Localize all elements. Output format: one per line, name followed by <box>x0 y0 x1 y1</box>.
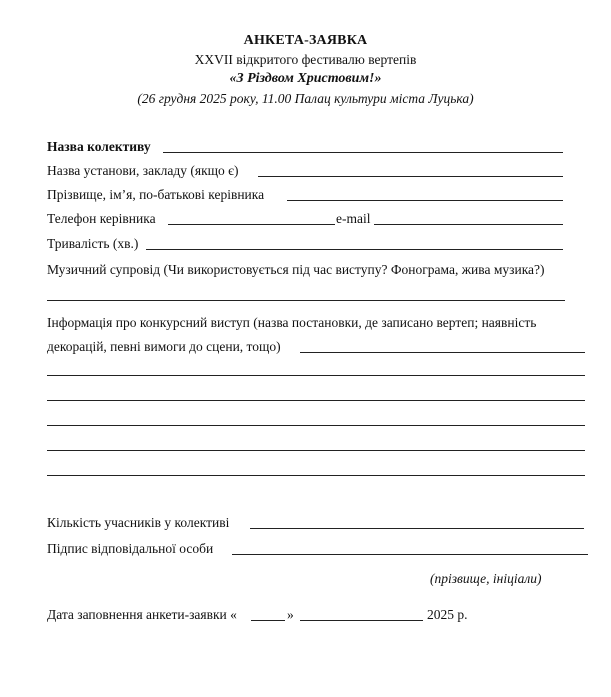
performance-field-line[interactable] <box>47 400 585 401</box>
performance-field-line[interactable] <box>47 450 585 451</box>
signature-label: Підпис відповідальної особи <box>47 541 214 556</box>
music-label: Музичний супровід (Чи використовується під час виступу? Фонограма, жива музика?) <box>47 262 545 277</box>
collective-label: Назва колективу <box>47 139 151 154</box>
performance-field-line[interactable] <box>47 375 585 376</box>
email-label: e-mail <box>336 211 371 226</box>
festival-date-place: (26 грудня 2025 року, 11.00 Палац культури міста Луцька) <box>137 91 474 106</box>
form-title: АНКЕТА-ЗАЯВКА <box>243 33 368 48</box>
performance-field-line[interactable] <box>47 425 585 426</box>
fill-date-year: 2025 р. <box>427 607 468 622</box>
performance-label-line2: декорацій, певні вимоги до сцени, тощо) <box>47 339 281 354</box>
leader-name-label: Прізвище, ім’я, по-батькові керівника <box>47 187 265 202</box>
signature-field[interactable] <box>232 554 588 555</box>
institution-field[interactable] <box>258 176 563 177</box>
participants-label: Кількість учасників у колективі <box>47 515 230 530</box>
leader-phone-label: Телефон керівника <box>47 211 156 226</box>
fill-date-label: Дата заповнення анкети-заявки « <box>47 607 237 622</box>
leader-name-field[interactable] <box>287 200 563 201</box>
performance-field[interactable] <box>300 352 585 353</box>
fill-date-quote-close: » <box>287 607 294 622</box>
collective-field[interactable] <box>163 152 563 153</box>
performance-label-line1: Інформація про конкурсний виступ (назва постановки, де записано вертеп; наявність <box>47 315 537 330</box>
duration-label: Тривалість (хв.) <box>47 236 139 251</box>
fill-date-day-field[interactable] <box>251 620 285 621</box>
institution-label: Назва установи, закладу (якщо є) <box>47 163 239 178</box>
participants-field[interactable] <box>250 528 584 529</box>
signature-note: (прізвище, ініціали) <box>430 571 542 586</box>
fill-date-month-field[interactable] <box>300 620 423 621</box>
leader-phone-field[interactable] <box>168 224 335 225</box>
form-subtitle: XXVII відкритого фестивалю вертепів <box>194 52 417 67</box>
email-field[interactable] <box>374 224 563 225</box>
performance-field-line[interactable] <box>47 475 585 476</box>
music-field[interactable] <box>47 300 565 301</box>
duration-field[interactable] <box>146 249 563 250</box>
festival-name: «З Різдвом Христовим!» <box>229 71 382 86</box>
